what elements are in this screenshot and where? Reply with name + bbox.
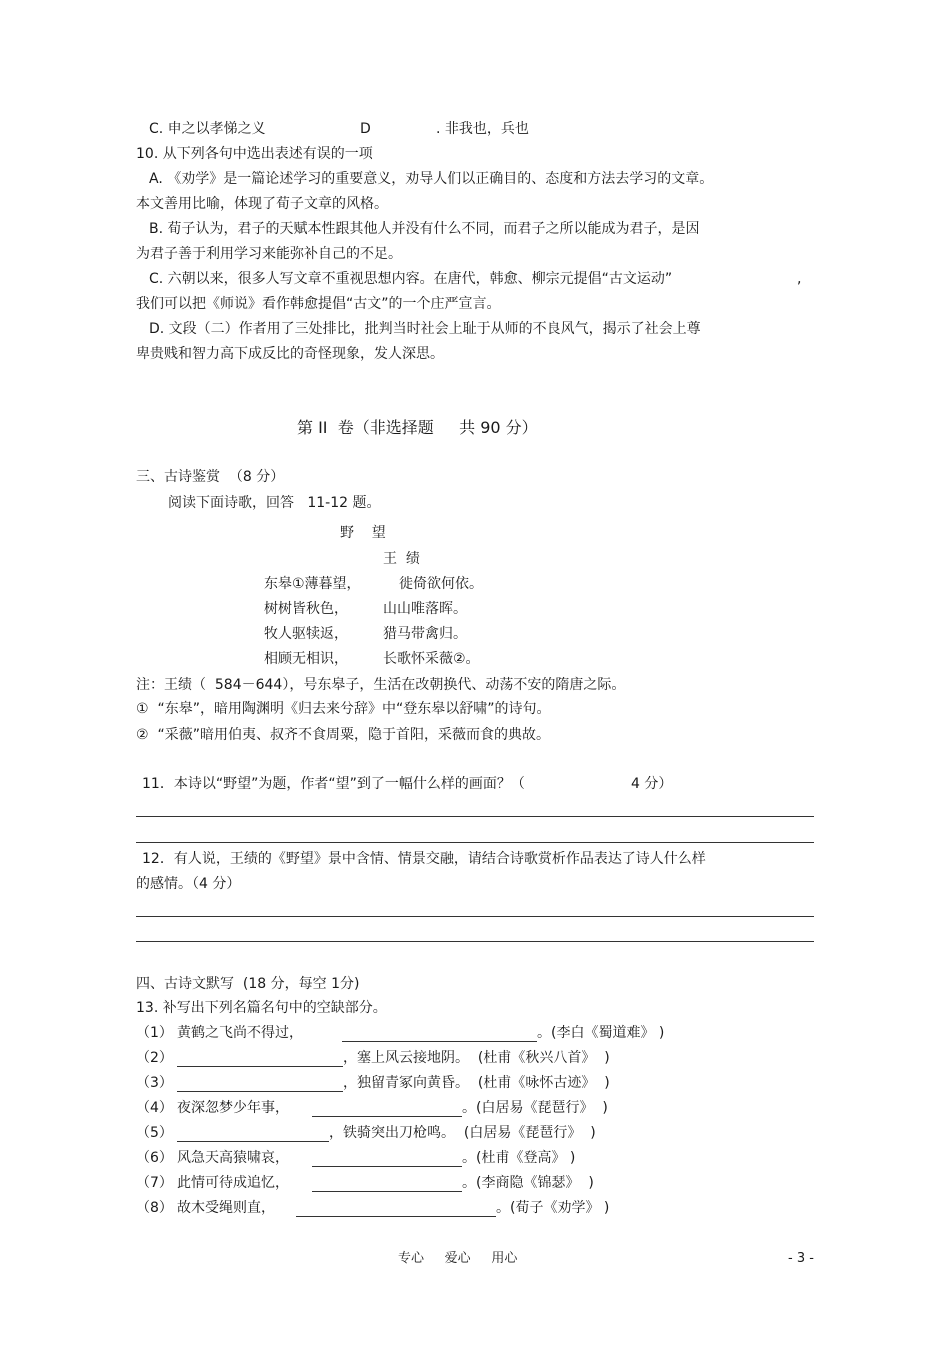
poem-line-4-right: 长歌怀采薇②。: [383, 651, 480, 667]
poem-note: 注：王绩（ 584－644），号东皋子，生活在改朝换代、动荡不安的隋唐之际。: [136, 677, 626, 693]
q10-c-line1: C. 六朝以来，很多人写文章不重视思想内容。在唐代，韩愈、柳宗元提倡“古文运动”: [149, 271, 673, 287]
q13-item-7-post: 。(李商隐《锦瑟》 ): [462, 1175, 594, 1191]
q13-item-5-num: （5）: [136, 1125, 173, 1141]
q13-item-4-num: （4）: [136, 1100, 173, 1116]
poem-line-3-right: 猎马带禽归。: [383, 626, 467, 642]
q13-item-1-blank: [342, 1041, 537, 1042]
section-3-heading: 三、古诗鉴赏 （8 分）: [136, 469, 285, 485]
poem-line-2-right: 山山唯落晖。: [383, 601, 467, 617]
answer-line-11a: [136, 816, 814, 817]
q13-item-4-blank: [312, 1116, 462, 1117]
q13-item-7-num: （7）: [136, 1175, 173, 1191]
q13-item-8-blank: [296, 1216, 496, 1217]
poem-line-1-left: 东皋①薄暮望，: [264, 576, 361, 592]
q12-stem-line2: 的感情。（4 分）: [136, 876, 241, 892]
q13-item-4-post: 。(白居易《琵琶行》 ): [462, 1100, 608, 1116]
poem-title: 野 望: [340, 525, 386, 541]
section-2-title: 第 II 卷（非选择题 共 90 分）: [297, 418, 538, 437]
q13-item-2-post: ，塞上风云接地阴。 (杜甫《秋兴八首》 ): [343, 1050, 610, 1066]
poem-line-4-left: 相顾无相识，: [264, 651, 348, 667]
q10-d-line2: 卑贵贱和智力高下成反比的奇怪现象，发人深思。: [136, 346, 444, 362]
q13-stem: 13. 补写出下列名篇名句中的空缺部分。: [136, 1000, 387, 1016]
q10-a-line2: 本文善用比喻，体现了荀子文章的风格。: [136, 196, 388, 212]
q13-item-3-blank: [177, 1091, 343, 1092]
q13-item-3-post: ，独留青冢向黄昏。 (杜甫《咏怀古迹》 ): [343, 1075, 610, 1091]
q13-item-6-num: （6）: [136, 1150, 173, 1166]
footer-motto: 专心 爱心 用心: [398, 1251, 518, 1266]
q10-d-line1: D. 文段（二）作者用了三处排比，批判当时社会上耻于从师的不良风气，揭示了社会上尊: [149, 321, 701, 337]
q10-stem: 10. 从下列各句中选出表述有误的一项: [136, 146, 373, 162]
q13-item-5-post: ，铁骑突出刀枪鸣。 (白居易《琵琶行》 ): [329, 1125, 596, 1141]
q13-item-7-blank: [312, 1191, 462, 1192]
q13-item-6-pre: 风急天高猿啸哀，: [177, 1150, 289, 1166]
q13-item-8-num: （8）: [136, 1200, 173, 1216]
poem-author: 王 绩: [383, 551, 420, 567]
q13-item-8-pre: 故木受绳则直，: [177, 1200, 275, 1216]
q13-item-6-post: 。(杜甫《登高》 ): [462, 1150, 576, 1166]
q10-c-comma: ,: [797, 271, 802, 287]
q11-score: 4 分）: [631, 776, 673, 792]
poem-line-3-left: 牧人驱犊返，: [264, 626, 348, 642]
q13-item-1-num: （1）: [136, 1025, 173, 1041]
answer-line-11b: [136, 842, 814, 843]
option-d-text: . 非我也，兵也: [436, 121, 529, 137]
answer-line-12b: [136, 941, 814, 942]
q12-stem-line1: 12．有人说，王绩的《野望》景中含情、情景交融，请结合诗歌赏析作品表达了诗人什么样: [142, 851, 706, 867]
q10-a-line1: A. 《劝学》是一篇论述学习的重要意义，劝导人们以正确目的、态度和方法去学习的文章。: [149, 171, 714, 187]
poem-note-1: ① “东皋”，暗用陶渊明《归去来兮辞》中“登东皋以舒啸”的诗句。: [136, 701, 551, 717]
poem-note-2: ② “采薇”暗用伯夷、叔齐不食周粟，隐于首阳，采薇而食的典故。: [136, 727, 550, 743]
q13-item-2-num: （2）: [136, 1050, 173, 1066]
poem-line-1-right: 徙倚欲何依。: [399, 576, 483, 592]
page-number: - 3 -: [788, 1251, 814, 1266]
q11-stem: 11．本诗以“野望”为题，作者“望”到了一幅什么样的画面？（: [142, 776, 525, 792]
q10-b-line2: 为君子善于利用学习来能弥补自己的不足。: [136, 246, 402, 262]
q13-item-4-pre: 夜深忽梦少年事，: [177, 1100, 289, 1116]
q10-c-line2: 我们可以把《师说》看作韩愈提倡“古文”的一个庄严宣言。: [136, 296, 501, 312]
q13-item-3-num: （3）: [136, 1075, 173, 1091]
section-3-intro: 阅读下面诗歌，回答 11-12 题。: [168, 495, 381, 511]
q13-item-8-post: 。(荀子《劝学》 ): [496, 1200, 610, 1216]
option-d-letter: D: [360, 121, 371, 137]
q13-item-5-blank: [177, 1141, 329, 1142]
q13-item-6-blank: [312, 1166, 462, 1167]
section-4-heading: 四、古诗文默写 (18 分，每空 1分): [136, 976, 360, 992]
q13-item-2-blank: [177, 1066, 343, 1067]
option-c: C. 申之以孝悌之义: [149, 121, 266, 137]
q13-item-1-post: 。(李白《蜀道难》 ): [537, 1025, 665, 1041]
answer-line-12a: [136, 916, 814, 917]
q10-b-line1: B. 荀子认为，君子的天赋本性跟其他人并没有什么不同，而君子之所以能成为君子，是因: [149, 221, 700, 237]
q13-item-7-pre: 此情可待成追忆，: [177, 1175, 289, 1191]
poem-line-2-left: 树树皆秋色，: [264, 601, 348, 617]
q13-item-1-pre: 黄鹤之飞尚不得过，: [177, 1025, 303, 1041]
